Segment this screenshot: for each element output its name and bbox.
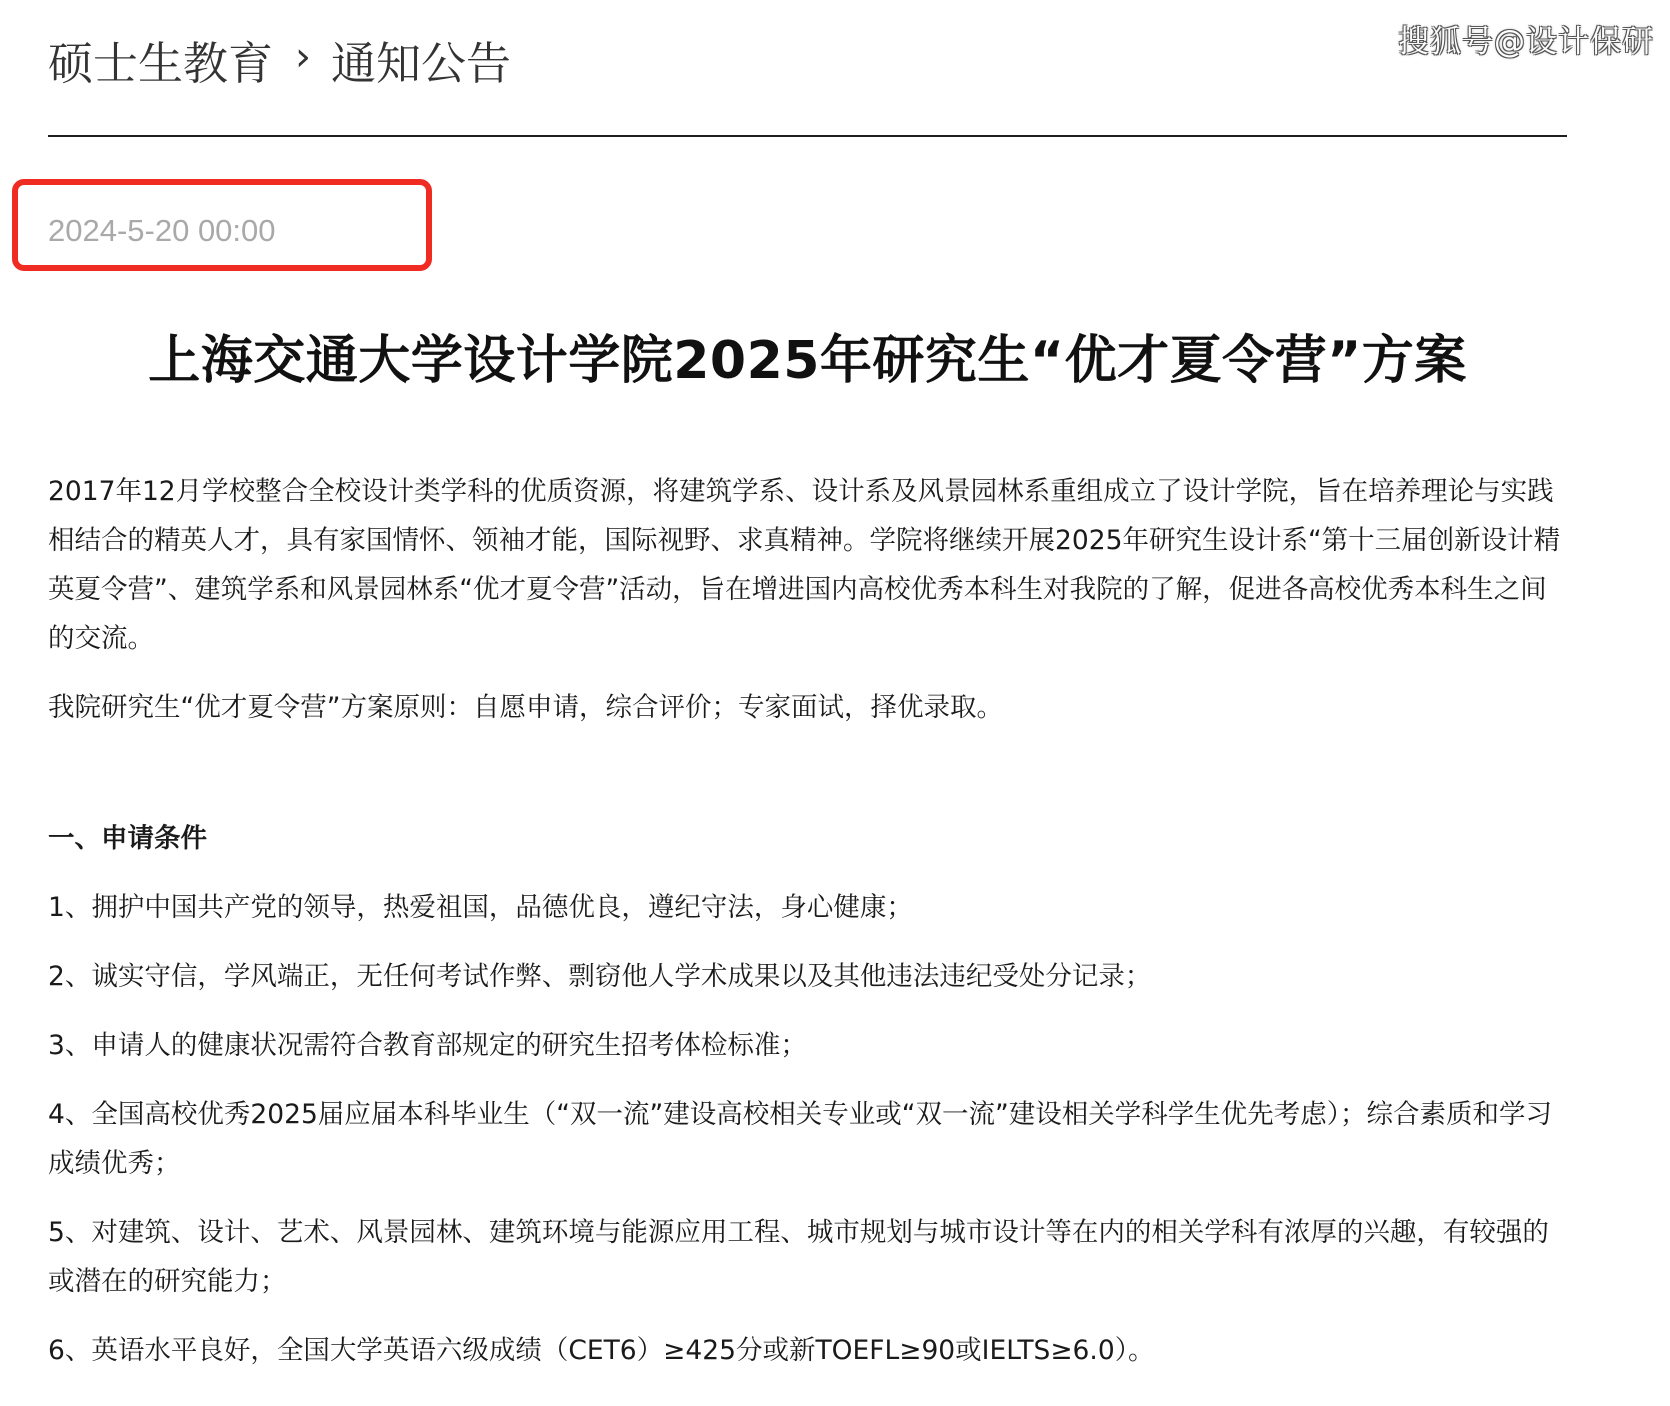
- requirement-item: 3、申请人的健康状况需符合教育部规定的研究生招考体检标准；: [48, 1030, 807, 1061]
- breadcrumb-link-announcements[interactable]: 通知公告: [331, 36, 512, 90]
- requirement-item: 6、英语水平良好，全国大学英语六级成绩（CET6）≥425分或新TOEFL≥90或IELTS≥6.0）。: [48, 1335, 1155, 1366]
- requirement-item: 2、诚实守信，学风端正，无任何考试作弊、剽窃他人学术成果以及其他违法违纪受处分记录；: [48, 961, 1152, 992]
- breadcrumb-separator-chevron-icon: ›: [295, 34, 312, 80]
- header-divider: [48, 135, 1567, 137]
- requirement-item: 4、全国高校优秀2025届应届本科毕业生（“双一流”建设高校相关专业或“双一流”建设相关学科学生优先考虑）；综合素质和学习成绩优秀；: [48, 1099, 1552, 1179]
- intro-paragraph: 2017年12月学校整合全校设计类学科的优质资源，将建筑学系、设计系及风景园林系重组成立了设计学院，旨在培养理论与实践相结合的精英人才，具有家国情怀、领袖才能，国际视野、求真精神。学院将继续开展2025年研究生设计系“第十三届创新设计精英夏令营”、建筑学系和风景园林系“优才夏令营”活动，旨在增进国内高校优秀本科生对我院的了解，促进各高校优秀本科生之间的交流。: [48, 476, 1561, 654]
- post-date: 2024-5-20 00:00: [48, 213, 276, 248]
- principle-paragraph: 我院研究生“优才夏令营”方案原则：自愿申请，综合评价；专家面试，择优录取。: [48, 692, 1003, 723]
- requirement-item: 5、对建筑、设计、艺术、风景园林、建筑环境与能源应用工程、城市规划与城市设计等在内的相关学科有浓厚的兴趣，有较强的或潜在的研究能力；: [48, 1217, 1549, 1297]
- article-title: 上海交通大学设计学院2025年研究生“优才夏令营”方案: [148, 331, 1467, 391]
- section-heading-requirements: 一、申请条件: [48, 823, 207, 854]
- breadcrumb-link-graduate-education[interactable]: 硕士生教育: [48, 36, 274, 90]
- requirement-item: 1、拥护中国共产党的领导，热爱祖国，品德优良，遵纪守法，身心健康；: [48, 892, 913, 923]
- article-body: [48, 467, 1570, 1395]
- watermark: 搜狐号@设计保研: [1398, 24, 1654, 60]
- breadcrumb: [48, 24, 511, 94]
